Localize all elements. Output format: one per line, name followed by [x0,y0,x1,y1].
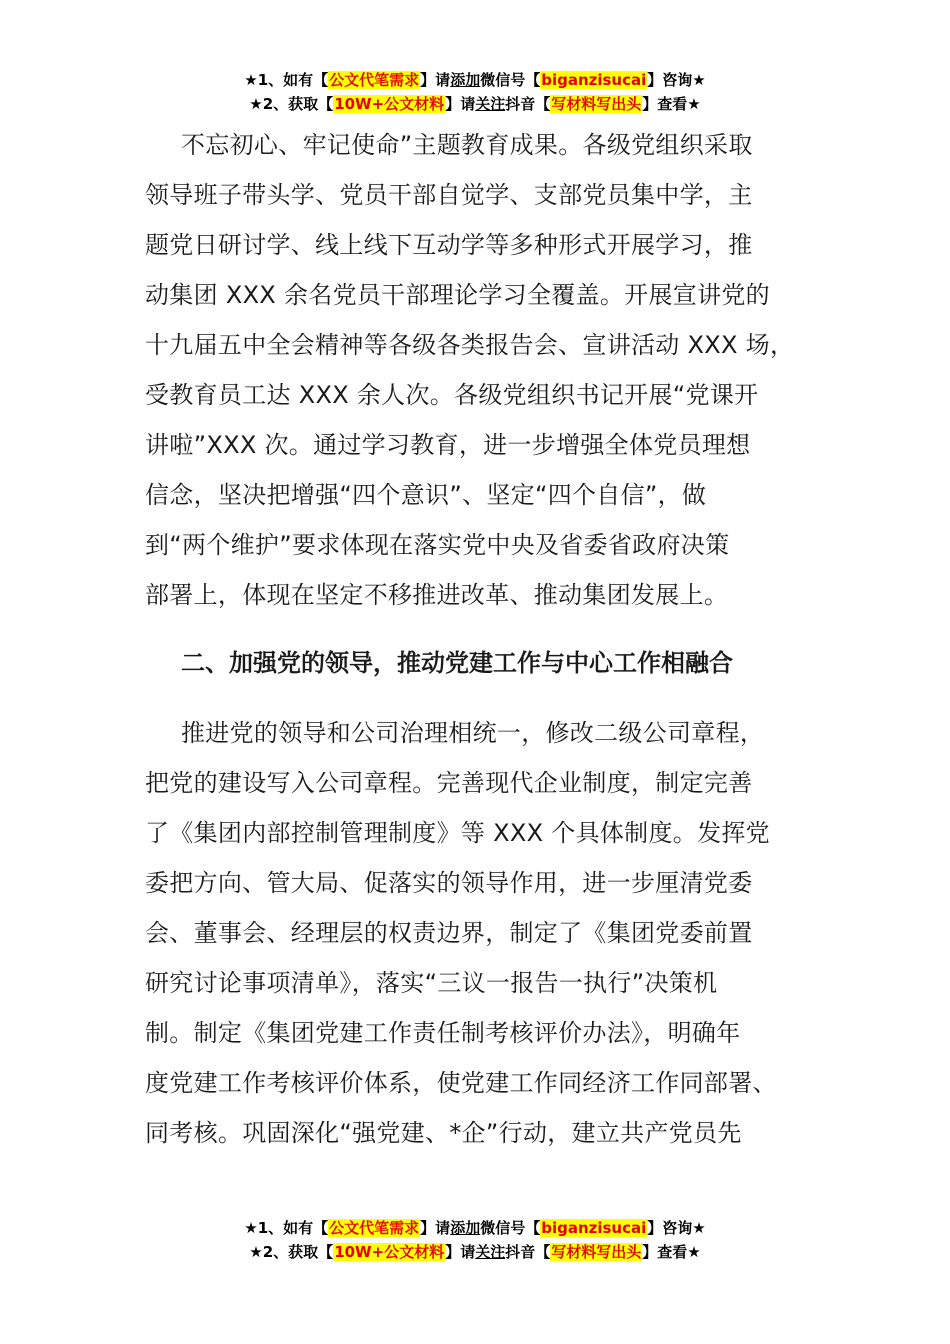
paragraph-line: 同考核。巩固深化“强党建、*企”行动，建立共产党员先 [145,1119,742,1147]
paragraph-line: 十九届五中全会精神等各级各类报告会、宣讲活动 XXX 场， [145,331,795,359]
paragraph-line: 信念，坚决把增强“四个意识”、坚定“四个自信”，做 [145,481,707,509]
banner-text: ★2、获取【 [249,95,334,113]
banner-text: ★1、如有【 [244,71,329,89]
banner-douyin-id: 写材料写出头 [551,1243,642,1261]
bottom-banner [0,1216,950,1264]
banner-text: 抖音【 [505,95,551,113]
banner-line-2 [0,1240,950,1264]
banner-text: 】查看★ [642,1243,701,1261]
paragraph-line: 动集团 XXX 余名党员干部理论学习全覆盖。开展宣讲党的 [145,281,770,309]
banner-text: ★2、获取【 [249,1243,334,1261]
banner-wechat-id: biganzisucai [541,71,647,89]
banner-text: 】请 [420,71,451,89]
paragraph-line: 了《集团内部控制管理制度》等 XXX 个具体制度。发挥党 [145,819,770,847]
paragraph-line: 不忘初心、牢记使命”主题教育成果。各级党组织采取 [181,131,753,159]
banner-text: 】请 [445,95,476,113]
paragraph-line: 会、董事会、经理层的权责边界，制定了《集团党委前置 [145,919,753,947]
banner-text: 】咨询★ [647,1219,706,1237]
banner-highlight: 10W+公文材料 [334,1243,445,1261]
banner-line-2 [0,92,950,116]
banner-underlined-text: 添加 [450,1219,481,1237]
banner-wechat-id: biganzisucai [541,1219,647,1237]
paragraph-line: 把党的建设写入公司章程。完善现代企业制度，制定完善 [145,769,753,797]
banner-underlined-text: 关注 [475,1243,506,1261]
banner-highlight: 10W+公文材料 [334,95,445,113]
banner-highlight: 公文代笔需求 [329,1219,420,1237]
banner-text: 】请 [445,1243,476,1261]
paragraph-1 [145,120,835,620]
banner-douyin-id: 写材料写出头 [551,95,642,113]
section-heading-2: 二、加强党的领导，推动党建工作与中心工作相融合 [181,649,733,677]
paragraph-line: 委把方向、管大局、促落实的领导作用，进一步厘清党委 [145,869,753,897]
paragraph-line: 研究讨论事项清单》，落实“三议一报告一执行”决策机 [145,969,718,997]
paragraph-line: 讲啦”XXX 次。通过学习教育，进一步增强全体党员理想 [145,431,751,459]
banner-line-1 [0,68,950,92]
banner-text: 】查看★ [642,95,701,113]
paragraph-2 [145,708,835,1158]
banner-text: ★1、如有【 [244,1219,329,1237]
banner-line-1 [0,1216,950,1240]
paragraph-line: 受教育员工达 XXX 余人次。各级党组织书记开展“党课开 [145,381,759,409]
paragraph-line: 题党日研讨学、线上线下互动学等多种形式开展学习，推 [145,231,753,259]
top-banner [0,68,950,116]
banner-text: 微信号【 [480,1219,541,1237]
paragraph-line: 推进党的领导和公司治理相统一，修改二级公司章程， [181,719,765,747]
paragraph-line: 到“两个维护”要求体现在落实党中央及省委省政府决策 [145,531,730,559]
banner-text: 抖音【 [505,1243,551,1261]
paragraph-line: 度党建工作考核评价体系，使党建工作同经济工作同部署、 [145,1069,777,1097]
banner-highlight: 公文代笔需求 [329,71,420,89]
banner-underlined-text: 添加 [450,71,481,89]
paragraph-line: 制。制定《集团党建工作责任制考核评价办法》，明确年 [145,1019,741,1047]
paragraph-line: 部署上，体现在坚定不移推进改革、推动集团发展上。 [145,581,729,609]
banner-text: 】请 [420,1219,451,1237]
banner-underlined-text: 关注 [475,95,506,113]
paragraph-line: 领导班子带头学、党员干部自觉学、支部党员集中学，主 [145,181,753,209]
banner-text: 微信号【 [480,71,541,89]
banner-text: 】咨询★ [647,71,706,89]
